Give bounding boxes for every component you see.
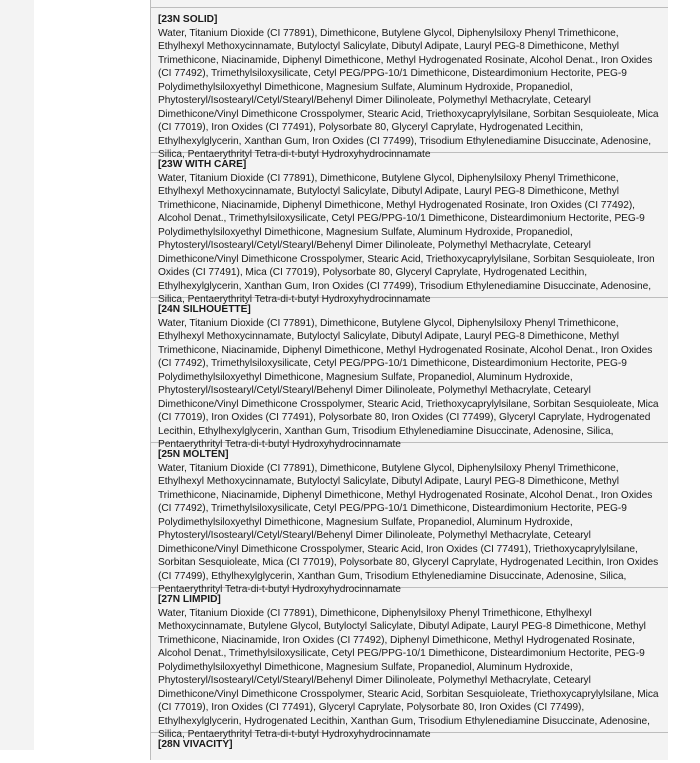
shade-title: [25N MOLTEN] (158, 449, 229, 460)
ingredient-entry (151, 298, 668, 450)
ingredient-text: Water, Titanium Dioxide (CI 77891), Dimethicone, Butylene Glycol, Diphenylsiloxy Phenyl Trimethicone, Ethylhexyl Methoxycinnamate, Butyloctyl Salicylate, Dibutyl Adipate, Lauryl PEG-8 Dimethicone, Methyl Trimethicone, Niacinamide, Diphenyl Dimethicone, Methyl Hydrogenated Rosinate, Iron Oxides (CI 77492), Alcohol Denat., Trimethylsiloxysilicate, Cetyl PEG/PPG-10/1 Dimethicone, Disteardimonium Hectorite, PEG-9 Polydimethylsiloxyethyl Dimethicone, Magnesium Sulfate, Aluminum Hydroxide, Propanediol, Phytosteryl/Isostearyl/Cetyl/Stearyl/Behenyl Dimer Dilinoleate, Polymethyl Methacrylate, Cetearyl Dimethicone/Vinyl Dimethicone Crosspolymer, Stearic Acid, Triethoxycaprylylsilane, Sorbitan Sesquioleate, Iron Oxides (CI 77491), Mica (CI 77019), Polysorbate 80, Glyceryl Caprylate, Hydrogenated Lecithin, Ethylhexylglycerin, Xanthan Gum, Iron Oxides (CI 77499), Trisodium Ethylenediamine Disuccinate, Adenosine, Silica, Pentaerythrityl Tetra-di-t-butyl Hydroxyhydrocinnamate (158, 172, 655, 305)
ingredient-entry (151, 153, 668, 305)
shade-title: [23N SOLID] (158, 14, 218, 25)
ingredient-entry (151, 443, 668, 595)
ingredient-text: Water, Titanium Dioxide (CI 77891), Dimethicone, Butylene Glycol, Diphenylsiloxy Phenyl Trimethicone, Ethylhexyl Methoxycinnamate, Butyloctyl Salicylate, Dibutyl Adipate, Lauryl PEG-8 Dimethicone, Methyl Trimethicone, Niacinamide, Diphenyl Dimethicone, Methyl Hydrogenated Rosinate, Alcohol Denat., Iron Oxides (CI 77492), Trimethylsiloxysilicate, Cetyl PEG/PPG-10/1 Dimethicone, Disteardimonium Hectorite, PEG-9 Polydimethylsiloxyethyl Dimethicone, Magnesium Sulfate, Aluminum Hydroxide, Propanediol, Phytosteryl/Isostearyl/Cetyl/Stearyl/Behenyl Dimer Dilinoleate, Polymethyl Methacrylate, Cetearyl Dimethicone/Vinyl Dimethicone Crosspolymer, Stearic Acid, Triethoxycaprylylsilane, Sorbitan Sesquioleate, Mica (CI 77019), Iron Oxides (CI 77491), Polysorbate 80, Glyceryl Caprylate, Hydrogenated Lecithin, Ethylhexylglycerin, Xanthan Gum, Iron Oxides (CI 77499), Trisodium Ethylenediamine Disuccinate, Adenosine, Silica, Pentaerythrityl Tetra-di-t-butyl Hydroxyhydrocinnamate (158, 27, 659, 160)
ingredient-entry (151, 733, 668, 763)
ingredient-text: Water, Titanium Dioxide (CI 77891), Dimethicone, Butylene Glycol, Diphenylsiloxy Phenyl Trimethicone, Ethylhexyl Methoxycinnamate, Butyloctyl Salicylate, Dibutyl Adipate, Lauryl PEG-8 Dimethicone, Methyl Trimethicone, Niacinamide, Diphenyl Dimethicone, Methyl Hydrogenated Rosinate, Alcohol Denat., Iron Oxides (CI 77492), Trimethylsiloxysilicate, Cetyl PEG/PPG-10/1 Dimethicone, Disteardimonium Hectorite, PEG-9 Polydimethylsiloxyethyl Dimethicone, Magnesium Sulfate, Propanediol, Aluminum Hydroxide, Phytosteryl/Isostearyl/Cetyl/Stearyl/Behenyl Dimer Dilinoleate, Polymethyl Methacrylate, Cetearyl Dimethicone/Vinyl Dimethicone Crosspolymer, Stearic Acid, Iron Oxides (CI 77491), Triethoxycaprylylsilane, Sorbitan Sesquioleate, Mica (CI 77019), Polysorbate 80, Glyceryl Caprylate, Hydrogenated Lecithin, Iron Oxides (CI 77499), Ethylhexylglycerin, Xanthan Gum, Trisodium Ethylenediamine Disuccinate, Adenosine, Silica, Pentaerythrityl Tetra-di-t-butyl Hydroxyhydrocinnamate (158, 462, 659, 595)
table-left-column (0, 0, 35, 750)
ingredient-entry (151, 588, 668, 740)
shade-title: [23W WITH CARE] (158, 159, 247, 170)
shade-title: [24N SILHOUETTE] (158, 304, 251, 315)
ingredient-text: Water, Titanium Dioxide (CI 77891), Dimethicone, Diphenylsiloxy Phenyl Trimethicone, Ethylhexyl Methoxycinnamate, Butylene Glycol, Butyloctyl Salicylate, Dibutyl Adipate, Lauryl PEG-8 Dimethicone, Methyl Trimethicone, Niacinamide, Iron Oxides (CI 77492), Diphenyl Dimethicone, Methyl Hydrogenated Rosinate, Alcohol Denat., Trimethylsiloxysilicate, Cetyl PEG/PPG-10/1 Dimethicone, Disteardimonium Hectorite, PEG-9 Polydimethylsiloxyethyl Dimethicone, Magnesium Sulfate, Propanediol, Aluminum Hydroxide, Phytosteryl/Isostearyl/Cetyl/Stearyl/Behenyl Dimer Dilinoleate, Polymethyl Methacrylate, Cetearyl Dimethicone/Vinyl Dimethicone Crosspolymer, Stearic Acid, Sorbitan Sesquioleate, Triethoxycaprylylsilane, Mica (CI 77019), Iron Oxides (CI 77491), Glyceryl Caprylate, Polysorbate 80, Iron Oxides (CI 77499), Ethylhexylglycerin, Hydrogenated Lecithin, Xanthan Gum, Trisodium Ethylenediamine Disuccinate, Adenosine, Silica, Pentaerythrityl Tetra-di-t-butyl Hydroxyhydrocinnamate (158, 607, 659, 740)
shade-title: [28N VIVACITY] (158, 739, 233, 750)
ingredient-text: Water, Titanium Dioxide (CI 77891), Dimethicone, Butylene Glycol, Diphenylsiloxy Phenyl Trimethicone, Ethylhexyl Methoxycinnamate, Butyloctyl Salicylate, Dibutyl Adipate, Lauryl PEG-8 Dimethicone, Methyl Trimethicone, Niacinamide, Diphenyl Dimethicone, Methyl Hydrogenated Rosinate, Alcohol Denat., Iron Oxides (CI 77492), Trimethylsiloxysilicate, Cetyl PEG/PPG-10/1 Dimethicone, Disteardimonium Hectorite, PEG-9 Polydimethylsiloxyethyl Dimethicone, Magnesium Sulfate, Propanediol, Aluminum Hydroxide, Phytosteryl/Isostearyl/Cetyl/Stearyl/Behenyl Dimer Dilinoleate, Polymethyl Methacrylate, Cetearyl Dimethicone/Vinyl Dimethicone Crosspolymer, Stearic Acid, Triethoxycaprylylsilane, Sorbitan Sesquioleate, Mica (CI 77019), Iron Oxides (CI 77491), Polysorbate 80, Iron Oxides (CI 77499), Glyceryl Caprylate, Hydrogenated Lecithin, Ethylhexylglycerin, Xanthan Gum, Trisodium Ethylenediamine Disuccinate, Adenosine, Silica, Pentaerythrityl Tetra-di-t-butyl Hydroxyhydrocinnamate (158, 317, 659, 450)
ingredient-entry (151, 8, 668, 160)
shade-title: [27N LIMPID] (158, 594, 221, 605)
previous-entry-tail (151, 0, 668, 8)
ingredient-list-column (150, 0, 668, 760)
